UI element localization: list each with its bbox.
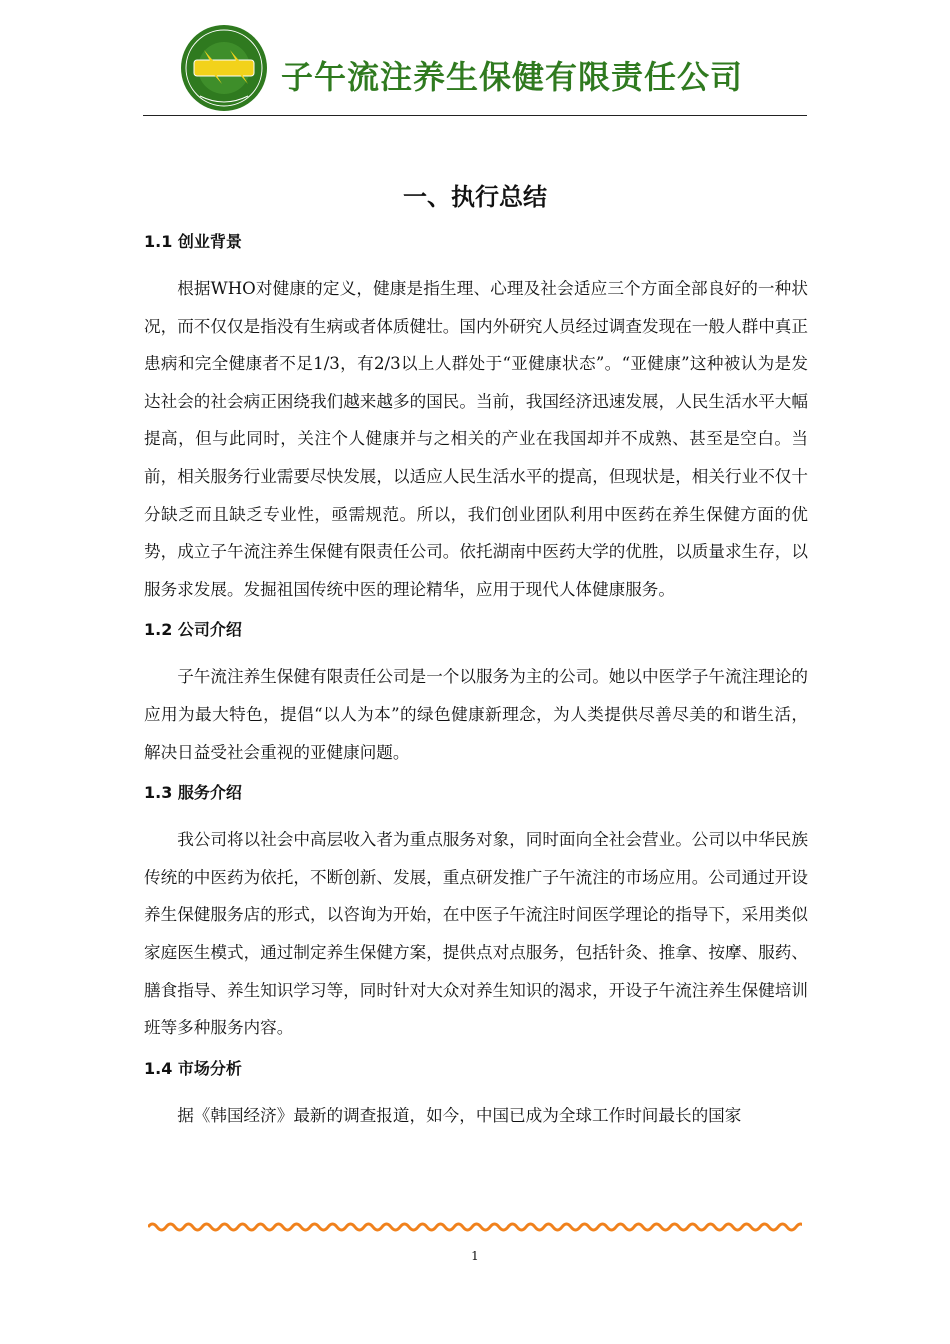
footer-wave-divider [148,1219,802,1235]
document-body [144,228,808,1134]
company-logo-seal-icon [180,24,268,112]
section-heading-services: 1.3 服务介绍 [144,783,242,803]
section-heading-company: 1.2 公司介绍 [144,620,242,640]
section-body-market: 据《韩国经济》最新的调查报道，如今，中国已成为全球工作时间最长的国家 [177,1105,742,1125]
page-number: 1 [471,1249,479,1263]
company-name: 子午流注养生保健有限责任公司 [281,58,744,96]
header-divider [143,115,807,116]
section-heading-background: 1.1 创业背景 [144,232,242,251]
section-body-background: 根据WHO对健康的定义，健康是指生理、心理及社会适应三个方面全部良好的一种状况，而不仅仅是指没有生病或者体质健壮。国内外研究人员经过调查发现在一般人群中真正患病和完全健康者不足1/3，有2/3以上人群处于“亚健康状态”。“亚健康”这种被认为是发达社会的社会病正困绕我们越来越多的国民。当前，我国经济迅速发展，人民生活水平大幅提高，但与此同时，关注个人健康并与之相关的产业在我国却并不成熟、甚至是空白。当前，相关服务行业需要尽快发展，以适应人民生活水平的提高，但现状是，相关行业不仅十分缺乏而且缺乏专业性，亟需规范。所以，我们创业团队利用中医药在养生保健方面的优势，成立子午流注养生保健有限责任公司。依托湖南中医药大学的优胜，以质量求生存，以服务求发展。发掘祖国传统中医的理论精华，应用于现代人体健康服务。 [144,279,808,599]
document-header [143,14,807,114]
section-heading-market: 1.4 市场分析 [144,1058,242,1078]
section-body-company: 子午流注养生保健有限责任公司是一个以服务为主的公司。她以中医学子午流注理论的应用为最大特色，提倡“以人为本”的绿色健康新理念，为人类提供尽善尽美的和谐生活，解决日益受社会重视的亚健康问题。 [144,667,808,762]
section-body-services: 我公司将以社会中高层收入者为重点服务对象，同时面向全社会营业。公司以中华民族传统的中医药为依托，不断创新、发展，重点研发推广子午流注的市场应用。公司通过开设养生保健服务店的形式，以咨询为开始，在中医子午流注时间医学理论的指导下，采用类似家庭医生模式，通过制定养生保健方案，提供点对点服务，包括针灸、推拿、按摩、服药、膳食指导、养生知识学习等，同时针对大众对养生知识的渴求，开设子午流注养生保健培训班等多种服务内容。 [144,830,808,1038]
page-title: 一、执行总结 [403,183,547,211]
